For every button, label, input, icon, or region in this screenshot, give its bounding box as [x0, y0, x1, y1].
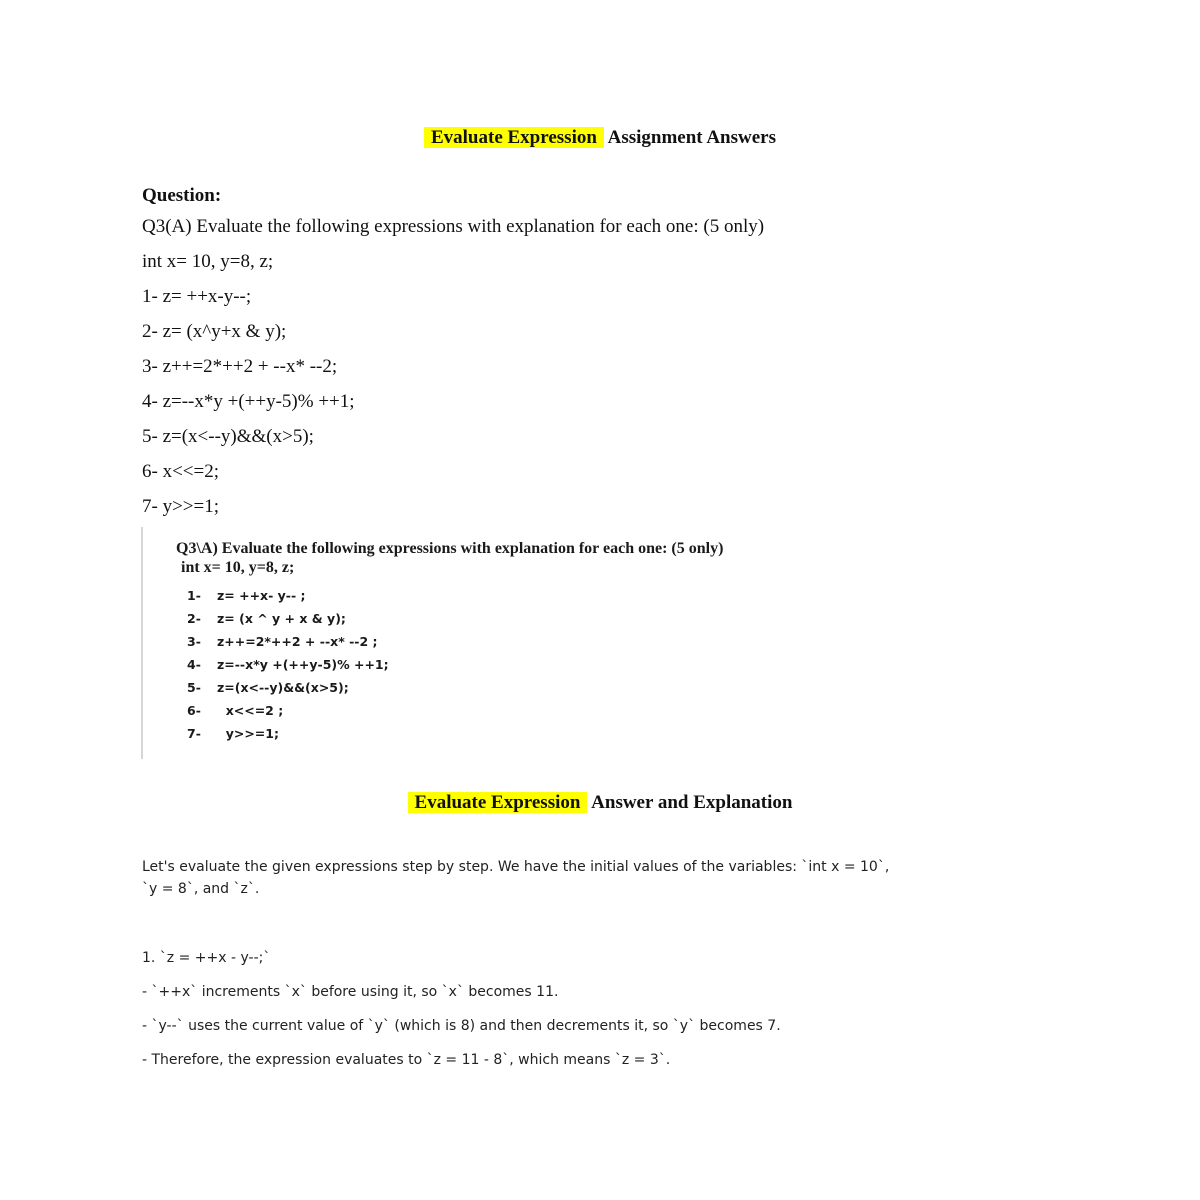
question-image-item-expr: z= (x ^ y + x & y);: [217, 611, 346, 626]
question-image-item: [187, 726, 279, 741]
question-image-item-number: 6-: [187, 703, 201, 718]
question-image-item: [187, 657, 389, 672]
intro-line-1: Let's evaluate the given expressions step by step. We have the initial values of the variables: `int x = 10`,: [142, 859, 890, 875]
question-image-item-number: 1-: [187, 588, 201, 603]
question-item-7: 7- y>>=1;: [142, 496, 220, 517]
question-image-item-expr: z= ++x- y-- ;: [217, 588, 306, 603]
question-image-item-number: 5-: [187, 680, 201, 695]
question-item-1: 1- z= ++x-y--;: [142, 286, 252, 307]
question-image-item: [187, 588, 306, 603]
answer-title: [0, 792, 1200, 814]
question-image-subheading: int x= 10, y=8, z;: [181, 559, 295, 576]
question-prompt: Q3(A) Evaluate the following expressions with explanation for each one: (5 only): [142, 216, 765, 237]
question-image-item-number: 2-: [187, 611, 201, 626]
question-image-item-number: 7-: [187, 726, 201, 741]
question-item-3: 3- z++=2*++2 + --x* --2;: [142, 356, 338, 377]
intro-line-2: `y = 8`, and `z`.: [142, 881, 260, 897]
document-title: [0, 127, 1200, 149]
answer-title-highlight: Evaluate Expression: [408, 792, 588, 813]
question-image-item: [187, 680, 349, 695]
answer-explanation-line: - `y--` uses the current value of `y` (which is 8) and then decrements it, so `y` becomes 7.: [142, 1018, 781, 1034]
question-item-5: 5- z=(x<--y)&&(x>5);: [142, 426, 314, 447]
answer-explanation-line: - `++x` increments `x` before using it, so `x` becomes 11.: [142, 984, 559, 1000]
answer-title-rest: Answer and Explanation: [591, 792, 793, 813]
question-item-4: 4- z=--x*y +(++y-5)% ++1;: [142, 391, 355, 412]
question-image-item: [187, 634, 378, 649]
answer-step-heading: 1. `z = ++x - y--;`: [142, 950, 271, 966]
title-highlight: Evaluate Expression: [424, 127, 604, 148]
question-image-item-expr: z++=2*++2 + --x* --2 ;: [217, 634, 378, 649]
question-label: Question:: [142, 185, 222, 206]
question-image-item: [187, 611, 346, 626]
question-image: [141, 527, 973, 759]
question-image-heading: Q3\A) Evaluate the following expressions with explanation for each one: (5 only): [176, 540, 724, 557]
question-item-2: 2- z= (x^y+x & y);: [142, 321, 287, 342]
title-rest: Assignment Answers: [607, 127, 776, 148]
question-image-item-number: 4-: [187, 657, 201, 672]
question-image-item-expr: z=--x*y +(++y-5)% ++1;: [217, 657, 389, 672]
question-image-item-expr: x<<=2 ;: [217, 703, 284, 718]
question-image-item-number: 3-: [187, 634, 201, 649]
question-item-6: 6- x<<=2;: [142, 461, 220, 482]
question-declaration: int x= 10, y=8, z;: [142, 251, 274, 272]
question-image-item-expr: y>>=1;: [217, 726, 279, 741]
question-image-item: [187, 703, 283, 718]
question-image-item-expr: z=(x<--y)&&(x>5);: [217, 680, 349, 695]
answer-result-line: - Therefore, the expression evaluates to `z = 11 - 8`, which means `z = 3`.: [142, 1052, 671, 1068]
